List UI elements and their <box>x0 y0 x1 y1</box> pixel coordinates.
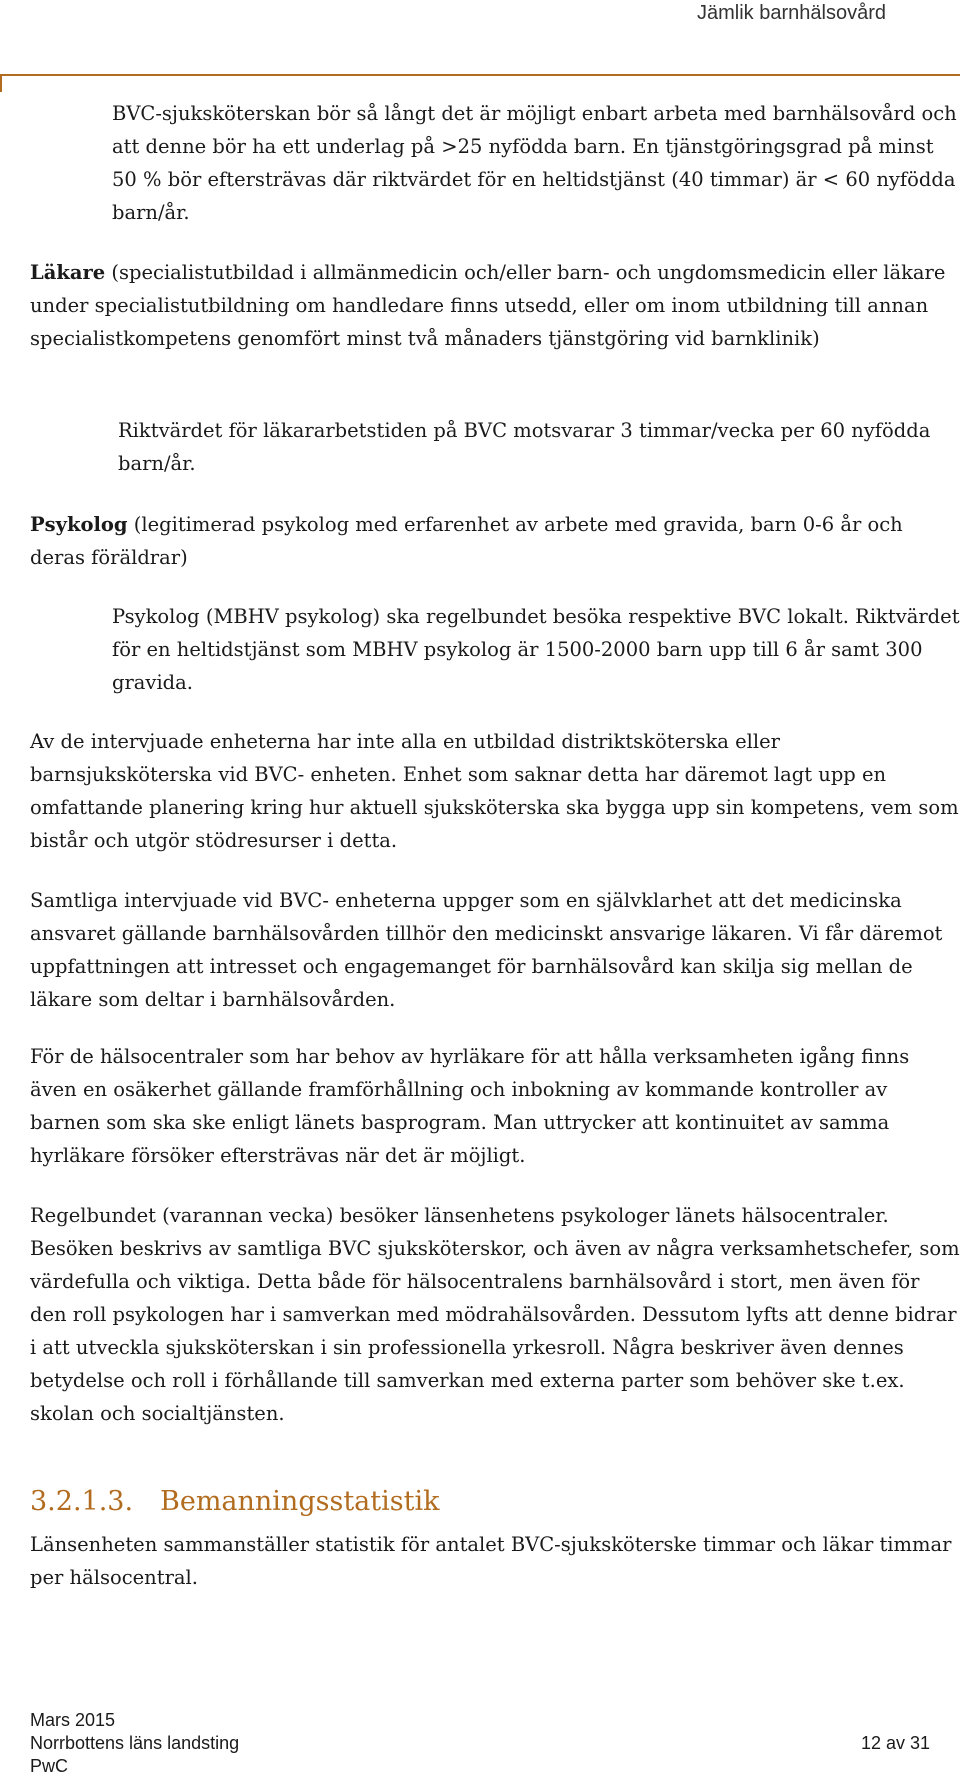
footer-organization: Norrbottens läns landsting <box>30 1733 240 1753</box>
section-heading <box>30 1486 439 1517</box>
header-corner-mark <box>0 74 2 92</box>
footer-organization-row <box>30 1733 930 1754</box>
footer-company: PwC <box>30 1756 69 1776</box>
term-psykolog: Psykolog <box>30 513 128 536</box>
paragraph-text: (legitimerad psykolog med erfarenhet av arbete med gravida, barn 0-6 år och deras föräldrar) <box>30 513 903 569</box>
paragraph-text: BVC-sjuksköterskan bör så långt det är möjligt enbart arbeta med barnhälsovård och att denne bör ha ett underlag på >25 nyfödda barn. En tjänstgöringsgrad på minst 50 % bör eftersträvas där riktvärdet för en heltidstjänst (40 timmar) är < 60 nyfödda barn/år. <box>112 102 957 224</box>
paragraph-bvc-nurse <box>112 97 960 229</box>
paragraph-text: Länsenheten sammanställer statistik för antalet BVC-sjuksköterske timmar och läkar timmar per hälsocentral. <box>30 1533 952 1589</box>
paragraph-text: Samtliga intervjuade vid BVC- enheterna uppger som en självklarhet att det medicinska ansvaret gällande barnhälsovården tillhör den medicinskt ansvarige läkaren. Vi får däremot uppfattningen att intresset och engagemanget för barnhälsovård kan skilja sig mellan de läkare som deltar i barnhälsovården. <box>30 889 943 1011</box>
section-number: 3.2.1.3. <box>30 1486 134 1517</box>
paragraph-psykolog <box>30 508 960 574</box>
paragraph-text: Psykolog (MBHV psykolog) ska regelbundet besöka respektive BVC lokalt. Riktvärdet för en heltidstjänst som MBHV psykolog är 1500-2000 barn upp till 6 år samt 300 gravida. <box>112 605 960 694</box>
paragraph-psykolog-guideline <box>112 600 960 699</box>
paragraph-psychologist-visits <box>30 1199 960 1430</box>
header-rule <box>0 74 960 76</box>
running-header-title: Jämlik barnhälsovård <box>697 2 886 24</box>
paragraph-locum-doctors <box>30 1040 960 1172</box>
term-lakare: Läkare <box>30 261 106 284</box>
paragraph-text: (specialistutbildad i allmänmedicin och/eller barn- och ungdomsmedicin eller läkare under specialistutbildning om handledare finns utsedd, eller om inom utbildning till annan specialistkompetens genomfört minst två månaders tjänstgöring vid barnklinik) <box>30 261 946 350</box>
paragraph-statistics <box>30 1528 960 1594</box>
paragraph-text: Riktvärdet för läkararbetstiden på BVC motsvarar 3 timmar/vecka per 60 nyfödda barn/år. <box>118 419 931 475</box>
section-title: Bemanningsstatistik <box>160 1486 440 1517</box>
footer-date: Mars 2015 <box>30 1710 116 1730</box>
paragraph-text: För de hälsocentraler som har behov av hyrläkare för att hålla verksamheten igång finns även en osäkerhet gällande framförhållning och inbokning av kommande kontroller av barnen som ska ske enligt länets basprogram. Man uttrycker att kontinuitet av samma hyrläkare försöker eftersträvas när det är möjligt. <box>30 1045 910 1167</box>
page-number: 12 av 31 <box>860 1733 930 1753</box>
paragraph-lakare-guideline <box>118 414 960 480</box>
paragraph-medical-responsibility <box>30 884 960 1016</box>
paragraph-text: Av de intervjuade enheterna har inte alla en utbildad distriktsköterska eller barnsjuksköterska vid BVC- enheten. Enhet som saknar detta har däremot lagt upp en omfattande planering kring hur aktuell sjuksköterska ska bygga upp sin kompetens, vem som bistår och utgör stödresurser i detta. <box>30 730 959 852</box>
paragraph-lakare <box>30 256 960 355</box>
paragraph-interviewed-units <box>30 725 960 857</box>
paragraph-text: Regelbundet (varannan vecka) besöker länsenhetens psykologer länets hälsocentraler. Besöken beskrivs av samtliga BVC sjuksköterskor, och även av några verksamhetschefer, som värdefulla och viktiga. Detta både för hälsocentralens barnhälsovård i stort, men även för den roll psykologen har i samverkan med mödrahälsovården. Dessutom lyfts att denne bidrar i att utveckla sjuksköterskan i sin professionella yrkesroll. Några beskriver även dennes betydelse och roll i förhållande till samverkan med externa parter som behöver ske t.ex. skolan och socialtjänsten. <box>30 1204 960 1425</box>
